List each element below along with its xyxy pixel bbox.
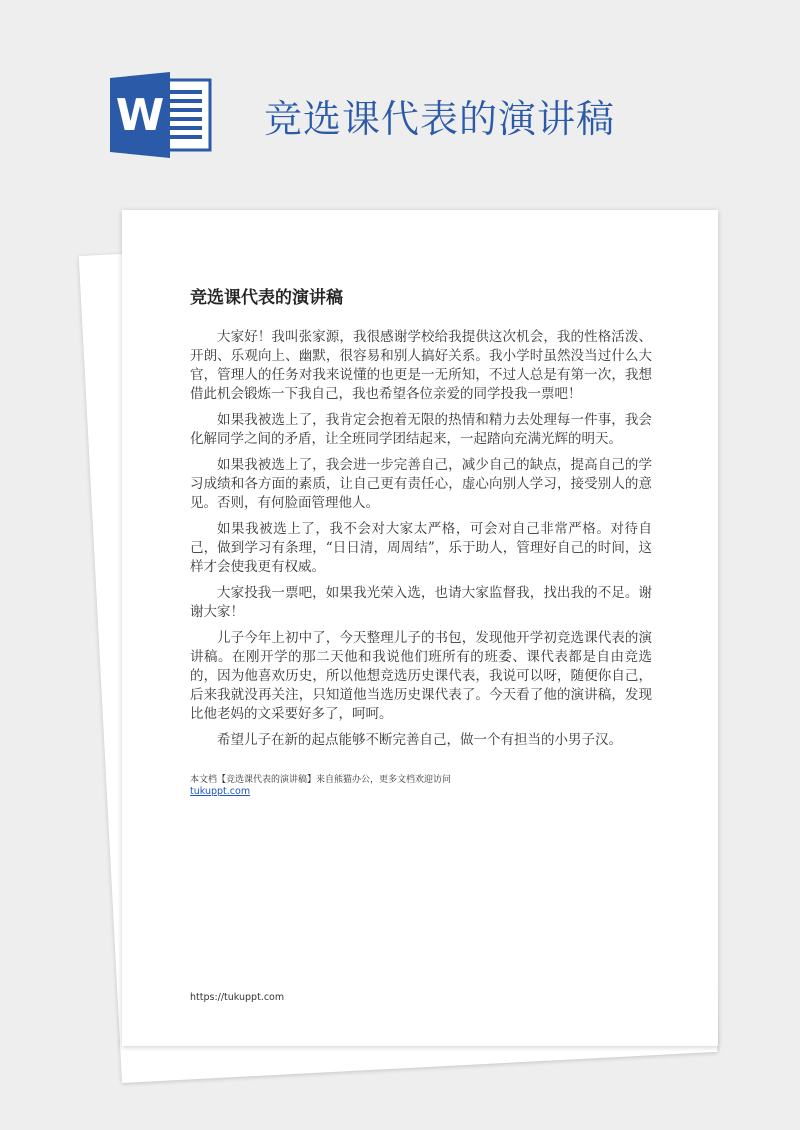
paragraph: 大家好！我叫张家源，我很感谢学校给我提供这次机会，我的性格活泼、开朗、乐观向上、幽默，很容易和别人搞好关系。我小学时虽然没当过什么大官，管理人的任务对我来说懂的也更是一无所知，不过人总是有第一次，我想借此机会锻炼一下我自己，我也希望各位亲爱的同学投我一票吧！: [190, 329, 652, 402]
paragraph: 儿子今年上初中了，今天整理儿子的书包，发现他开学初竞选课代表的演讲稿。在刚开学的那二天他和我说他们班所有的班委、课代表都是自由竞选的，因为他喜欢历史，所以他想竞选历史课代表，我说可以呀，随便你自己，后来我就没再关注，只知道他当选历史课代表了。今天看了他的演讲稿，发现比他老妈的文采要好多了，呵呵。: [190, 630, 652, 722]
paragraph: 大家投我一票吧，如果我光荣入选，也请大家监督我，找出我的不足。谢谢大家！: [190, 585, 652, 620]
document-body: [190, 328, 652, 757]
word-logo-icon: [110, 72, 212, 158]
paragraph: 希望儿子在新的起点能够不断完善自己，做一个有担当的小男子汉。: [217, 732, 622, 748]
footer-url: https://tukuppt.com: [190, 992, 285, 1003]
page-title: 竞选课代表的演讲稿: [264, 97, 616, 141]
paragraph: 如果我被选上了，我不会对大家太严格，可会对自己非常严格。对待自己，做到学习有条理，“日日清，周周结”，乐于助人，管理好自己的时间，这样才会使我更有权威。: [190, 521, 652, 575]
paragraph: 如果我被选上了，我会进一步完善自己，减少自己的缺点，提高自己的学习成绩和各方面的素质，让自己更有责任心，虚心向别人学习，接受别人的意见。否则，有何脸面管理他人。: [190, 457, 652, 511]
document-title: 竞选课代表的演讲稿: [190, 288, 343, 308]
document-page: [122, 210, 718, 1046]
source-link[interactable]: tukuppt.com: [190, 786, 251, 797]
source-note: 本文档【竞选课代表的演讲稿】来自熊猫办公，更多文档欢迎访问: [190, 775, 452, 785]
paragraph: 如果我被选上了，我肯定会抱着无限的热情和精力去处理每一件事，我会化解同学之间的矛盾，让全班同学团结起来，一起踏向充满光辉的明天。: [190, 412, 652, 447]
word-logo-letter: W: [115, 90, 165, 141]
